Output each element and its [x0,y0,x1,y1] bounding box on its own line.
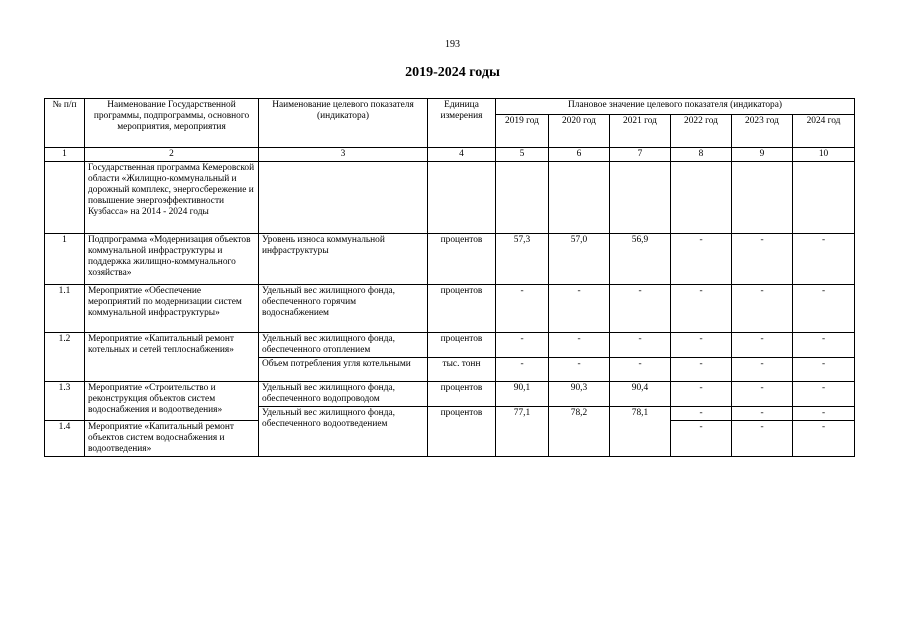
row-unit: процентов [428,382,496,407]
row-value: - [793,234,855,285]
row-indicator: Уровень износа коммунальной инфраструктуры [259,234,428,285]
column-number: 10 [793,148,855,162]
row-value: 90,3 [549,382,610,407]
header-year: 2023 год [732,115,793,148]
header-indicator: Наименование целевого показателя (индикатора) [259,99,428,148]
table-row [45,234,855,285]
header-planned: Плановое значение целевого показателя (индикатора) [496,99,855,115]
header-year: 2021 год [610,115,671,148]
column-number: 7 [610,148,671,162]
row-value: - [732,234,793,285]
row-indicator: Удельный вес жилищного фонда, обеспеченного горячим водоснабжением [259,285,428,333]
row-indicator: Объем потребления угля котельными [259,358,428,382]
row-value: - [549,358,610,382]
row-value: 78,1 [610,407,671,457]
row-program: Мероприятие «Капитальный ремонт котельных и сетей теплоснабжения» [85,333,259,382]
row-value: - [671,421,732,457]
row-value: 78,2 [549,407,610,457]
row-value: - [496,333,549,358]
row-value: 90,4 [610,382,671,407]
row-value [549,162,610,234]
column-number-row [45,148,855,162]
table-row [45,333,855,358]
row-value: - [496,358,549,382]
row-num: 1 [45,234,85,285]
header-program: Наименование Государственной программы, подпрограммы, основного мероприятия, мероприятия [85,99,259,148]
column-number: 4 [428,148,496,162]
row-program: Мероприятие «Капитальный ремонт объектов систем водоснабжения и водоотведения» [85,421,259,457]
row-num [45,162,85,234]
row-value: - [793,285,855,333]
row-value: - [793,358,855,382]
column-number: 6 [549,148,610,162]
table-row [45,382,855,407]
row-value: - [671,285,732,333]
row-value: 57,0 [549,234,610,285]
header-unit: Единица измерения [428,99,496,148]
row-value: - [732,358,793,382]
row-program: Государственная программа Кемеровской области «Жилищно-коммунальный и дорожный комплекс, энергосбережение и повышение энергоэффективности Кузбасса» на 2014 - 2024 годы [85,162,259,234]
header-num: № п/п [45,99,85,148]
row-value: - [549,333,610,358]
column-number: 1 [45,148,85,162]
row-indicator: Удельный вес жилищного фонда, обеспеченного водопроводом [259,382,428,407]
header-year: 2020 год [549,115,610,148]
row-value: - [793,333,855,358]
row-program: Мероприятие «Строительство и реконструкция объектов систем водоснабжения и водоотведения» [85,382,259,421]
row-value: - [671,333,732,358]
row-value: - [793,421,855,457]
row-value: - [732,382,793,407]
row-unit [428,162,496,234]
row-value: - [793,407,855,421]
row-value: - [671,234,732,285]
row-value [793,162,855,234]
table-row [45,285,855,333]
row-num: 1.1 [45,285,85,333]
row-indicator: Удельный вес жилищного фонда, обеспеченного отоплением [259,333,428,358]
row-value: - [549,285,610,333]
row-value: - [671,407,732,421]
row-value [732,162,793,234]
row-value: - [793,382,855,407]
table-row [45,162,855,234]
row-value: - [671,382,732,407]
row-program: Подпрограмма «Модернизация объектов коммунальной инфраструктуры и поддержка жилищно-коммунального хозяйства» [85,234,259,285]
row-num: 1.2 [45,333,85,382]
row-unit: процентов [428,234,496,285]
row-value: 56,9 [610,234,671,285]
row-value: - [732,285,793,333]
row-value: 90,1 [496,382,549,407]
header-year: 2019 год [496,115,549,148]
column-number: 2 [85,148,259,162]
row-unit: процентов [428,407,496,457]
row-num: 1.3 [45,382,85,421]
header-year: 2024 год [793,115,855,148]
row-value: - [610,333,671,358]
indicator-table [44,98,855,457]
row-value: - [610,358,671,382]
row-value: 77,1 [496,407,549,457]
column-number: 8 [671,148,732,162]
row-value: 57,3 [496,234,549,285]
row-value: - [732,333,793,358]
row-num: 1.4 [45,421,85,457]
row-value: - [496,285,549,333]
column-number: 9 [732,148,793,162]
row-unit: тыс. тонн [428,358,496,382]
page-title: 2019-2024 годы [405,65,500,80]
row-value: - [610,285,671,333]
row-value [671,162,732,234]
row-value [496,162,549,234]
row-program: Мероприятие «Обеспечение мероприятий по модернизации систем коммунальной инфраструктуры» [85,285,259,333]
page-number: 193 [445,39,460,50]
header-year: 2022 год [671,115,732,148]
column-number: 3 [259,148,428,162]
row-unit: процентов [428,285,496,333]
column-number: 5 [496,148,549,162]
row-indicator [259,162,428,234]
row-value: - [732,421,793,457]
row-value [610,162,671,234]
row-value: - [732,407,793,421]
row-value: - [671,358,732,382]
row-indicator: Удельный вес жилищного фонда, обеспеченного водоотведением [259,407,428,457]
row-unit: процентов [428,333,496,358]
